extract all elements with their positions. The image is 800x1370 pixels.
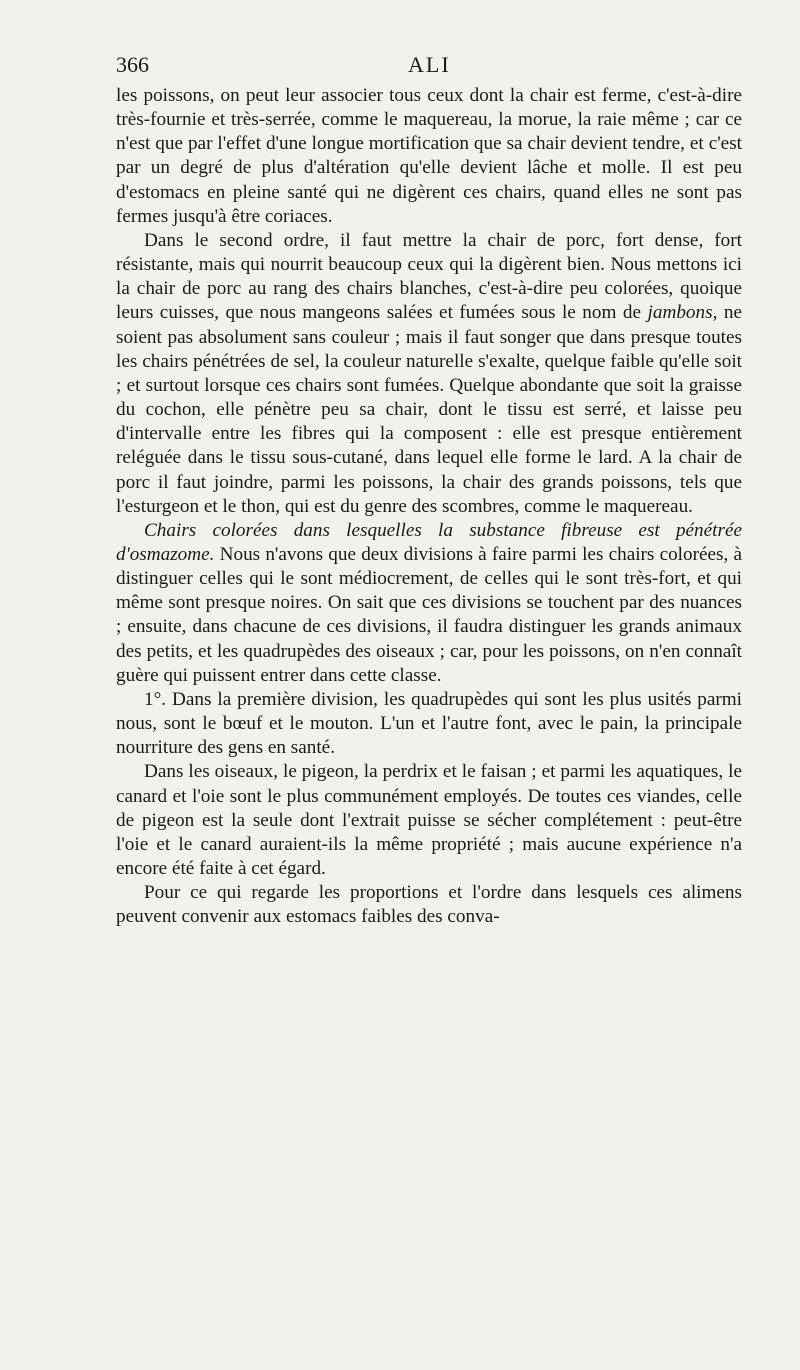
paragraph [116,84,742,229]
paragraph [116,760,742,881]
paragraph [116,881,742,929]
italic-term: jambons [647,302,713,324]
running-head: ALI [408,52,451,77]
paragraph-text: les poissons, on peut leur associer tous ceux dont la chair est ferme, c'est-à-dire très-fournie et très-serrée, comme le maquereau, la morue, la raie même ; car ce n'est que par l'effet d'une longue mortification que sa chair devient tendre, et c'est par un degré de plus d'altération qu'elle devient lâche et molle. Il est peu d'estomacs en pleine santé qui ne digèrent ces chairs, quand elles ne sont pas fermes jusqu'à être coriaces. [116,85,742,227]
paragraph-text: 1°. Dans la première division, les quadrupèdes qui sont les plus usités parmi nous, sont le bœuf et le mouton. L'un et l'autre font, avec le pain, la principale nourriture des gens en santé. [116,688,742,759]
paragraph [116,519,742,688]
paragraph-text: Nous n'avons que deux divisions à faire parmi les chairs colorées, à distinguer celles qui le sont médiocrement, de celles qui le sont très-fort, et qui même sont presque noires. On sait que ces divisions se touchent par des nuances ; ensuite, dans chacune de ces divisions, il faudra distinguer les grands animaux des petits, et les quadrupèdes des oiseaux ; car, pour les poissons, on n'en connaît guère qui puissent entrer dans cette classe. [116,543,742,686]
paragraph-text: Dans les oiseaux, le pigeon, la perdrix et le faisan ; et parmi les aquatiques, le canard et l'oie sont le plus communément employés. De toutes ces viandes, celle de pigeon est la seule dont l'extrait puisse se sécher complétement : peut-être l'oie et le canard auraient-ils la même propriété ; mais aucune expérience n'a encore été faite à cet égard. [116,761,742,879]
body-text [116,84,742,929]
paragraph-text: Dans le second ordre, il faut mettre la chair de porc, fort dense, fort résistante, mais qui nourrit beaucoup ceux qui la digèrent bien. Nous mettons ici la chair de porc au rang des chairs blanches, c'est-à-dire peu colorées, quoique leurs cuisses, que nous mangeons salées et fumées sous le nom de [116,229,742,324]
page-number: 366 [116,52,149,77]
page-header [116,52,742,82]
paragraph [116,688,742,760]
section-heading-italic: Chairs colorées dans lesquelles la substance fibreuse est pénétrée d'osmazome. [116,519,742,565]
paragraph-text: , ne soient pas absolument sans couleur ; mais il faut songer que dans presque toutes les chairs pénétrées de sel, la couleur naturelle s'exalte, quelque faible qu'elle soit ; et surtout lorsque ces chairs sont fumées. Quelque abondante que soit la graisse du cochon, elle pénètre peu sa chair, dont le tissu est serré, et laisse peu d'intervalle entre les fibres qui la composent : elle est presque entièrement reléguée dans le tissu sous-cutané, dans lequel elle forme le lard. A la chair de porc il faut joindre, parmi les poissons, la chair des grands poissons, tels que l'esturgeon et le thon, qui est du genre des scombres, comme le maquereau. [116,302,742,517]
paragraph-text: Pour ce qui regarde les proportions et l'ordre dans lesquels ces alimens peuvent convenir aux estomacs faibles des conva- [116,882,742,928]
paragraph [116,229,742,519]
